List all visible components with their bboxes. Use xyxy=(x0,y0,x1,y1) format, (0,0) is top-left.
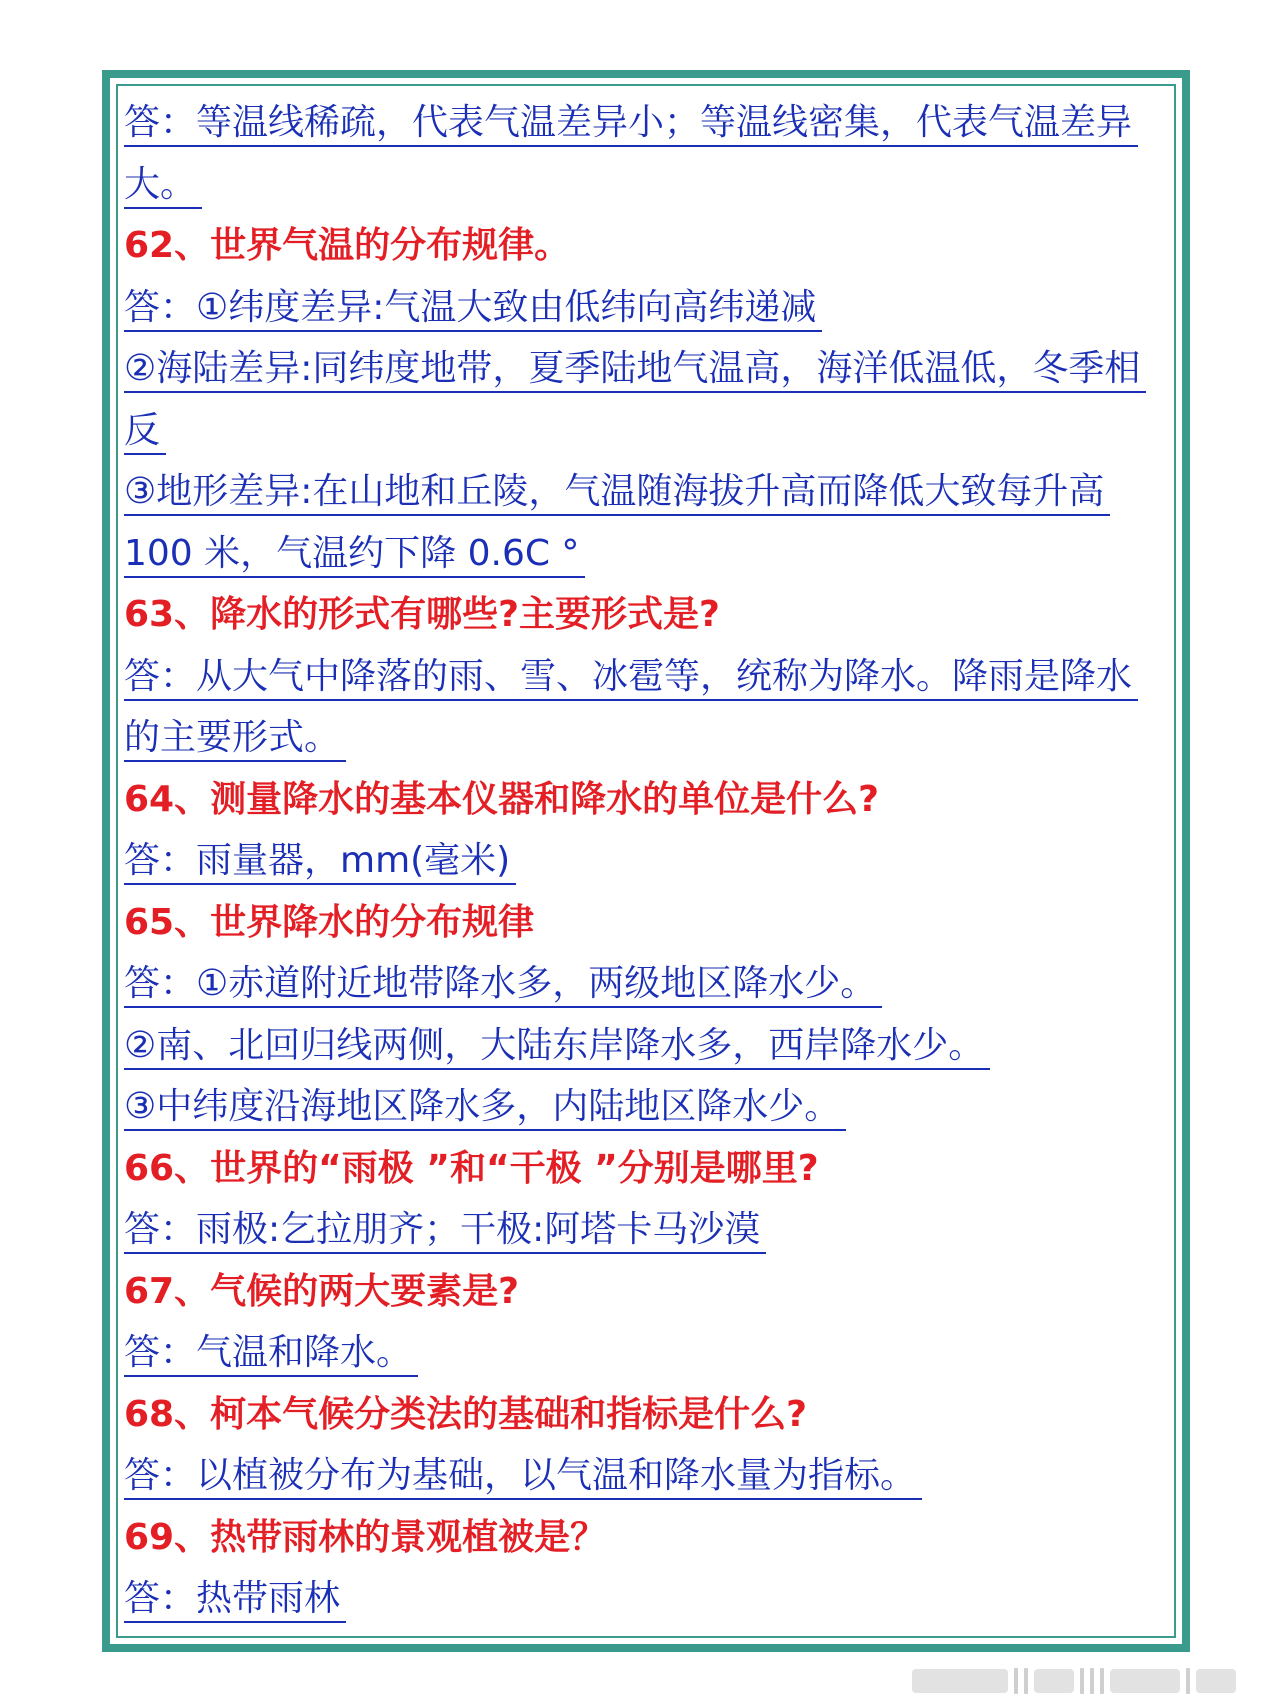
question-line: 64、测量降水的基本仪器和降水的单位是什么? xyxy=(124,778,879,820)
answer-line: ③地形差异:在山地和丘陵，气温随海拔升高而降低大致每升高 xyxy=(124,461,1174,523)
watermark-block xyxy=(1110,1669,1180,1693)
answer-line: ②海陆差异:同纬度地带，夏季陆地气温高，海洋低温低，冬季相 xyxy=(124,338,1174,400)
answer-line: 答：热带雨林 xyxy=(124,1568,1174,1630)
answer-line: 反 xyxy=(124,400,1174,462)
question-line: 62、世界气温的分布规律。 xyxy=(124,225,571,266)
answer-line: 答：①赤道附近地带降水多，两级地区降水少。 xyxy=(124,953,1174,1015)
answer-line: 答：等温线稀疏，代表气温差异小；等温线密集，代表气温差异 xyxy=(124,92,1174,154)
answer-line: 答：从大气中降落的雨、雪、冰雹等，统称为降水。降雨是降水 xyxy=(124,646,1174,708)
answer-line: 答：气温和降水。 xyxy=(124,1322,1174,1384)
watermark-block xyxy=(1196,1669,1236,1693)
watermark-bar xyxy=(1080,1668,1084,1694)
answer-line: 答：雨量器，mm(毫米) xyxy=(124,830,1174,892)
qa-content xyxy=(124,92,1174,1630)
question-line: 63、降水的形式有哪些?主要形式是? xyxy=(124,594,720,635)
blurred-watermark xyxy=(912,1664,1236,1698)
answer-line: 答：以植被分布为基础，以气温和降水量为指标。 xyxy=(124,1445,1174,1507)
question-line: 67、气候的两大要素是? xyxy=(124,1270,519,1312)
watermark-block xyxy=(1034,1669,1074,1693)
watermark-bar xyxy=(1100,1668,1104,1694)
question-line: 66、世界的“雨极 ”和“干极 ”分别是哪里? xyxy=(124,1147,819,1189)
question-line: 65、世界降水的分布规律 xyxy=(124,901,535,943)
answer-line: ③中纬度沿海地区降水多，内陆地区降水少。 xyxy=(124,1076,1174,1138)
answer-line: 的主要形式。 xyxy=(124,707,1174,769)
watermark-block xyxy=(912,1669,1008,1693)
watermark-bar xyxy=(1090,1668,1094,1694)
question-line: 68、柯本气候分类法的基础和指标是什么? xyxy=(124,1393,807,1435)
watermark-bar xyxy=(1014,1668,1018,1694)
answer-line: 答：①纬度差异:气温大致由低纬向高纬递减 xyxy=(124,277,1174,339)
question-line: 69、热带雨林的景观植被是？ xyxy=(124,1516,607,1558)
answer-line: 答：雨极:乞拉朋齐；干极:阿塔卡马沙漠 xyxy=(124,1199,1174,1261)
answer-line: ②南、北回归线两侧，大陆东岸降水多，西岸降水少。 xyxy=(124,1015,1174,1077)
watermark-bar xyxy=(1186,1668,1190,1694)
answer-line: 大。 xyxy=(124,154,1174,216)
answer-line: 100 米，气温约下降 0.6C ° xyxy=(124,523,1174,585)
watermark-bar xyxy=(1024,1668,1028,1694)
